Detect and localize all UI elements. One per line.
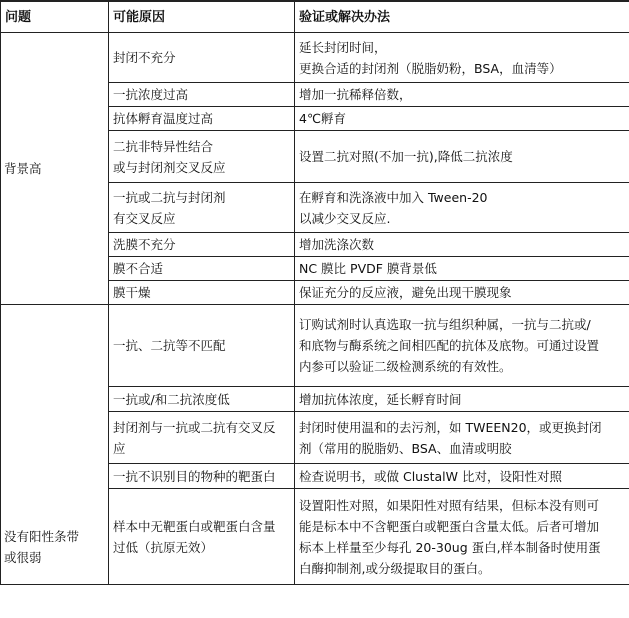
cause-line: 一抗或二抗与封闭剂 — [113, 189, 226, 205]
cause-cell — [109, 131, 295, 183]
solution-cell — [295, 131, 629, 183]
cause-line: 应 — [113, 440, 126, 456]
solution-line: 增加洗涤次数 — [299, 237, 375, 252]
cause-cell — [109, 412, 295, 464]
solution-line: 设置二抗对照(不加一抗),降低二抗浓度 — [299, 149, 513, 164]
cause-line: 样本中无靶蛋白或靶蛋白含量 — [113, 518, 276, 534]
cause-line: 洗膜不充分 — [113, 237, 176, 252]
problem-cell-background-high: 背景高 — [1, 33, 109, 305]
solution-line: 设置阳性对照，如果阳性对照有结果，但标本没有则可 — [299, 497, 600, 513]
solution-cell — [295, 489, 629, 585]
cause-cell — [109, 305, 295, 387]
cause-line: 有交叉反应 — [113, 210, 176, 226]
solution-line: 4℃孵育 — [299, 111, 346, 126]
cause-cell — [109, 464, 295, 489]
cause-line: 封闭剂与一抗或二抗有交叉反 — [113, 419, 276, 435]
cause-cell — [109, 387, 295, 412]
header-row — [1, 1, 629, 33]
solution-line: 封闭时使用温和的去污剂，如 TWEEN20，或更换封闭 — [299, 419, 602, 435]
solution-line: 内参可以验证二级检测系统的有效性。 — [299, 359, 512, 374]
solution-line: 检查说明书，或做 ClustalW 比对，设阳性对照 — [299, 468, 562, 484]
solution-line: 保证充分的反应液，避免出现干膜现象 — [299, 285, 512, 300]
solution-line: 订购试剂时认真选取一抗与组织种属，一抗与二抗或/ — [299, 317, 591, 332]
solution-line: 在孵育和洗涤液中加入 Tween-20 — [299, 189, 488, 205]
solution-line: NC 膜比 PVDF 膜背景低 — [299, 261, 437, 276]
header-solution: 验证或解决办法 — [295, 1, 629, 33]
cause-cell — [109, 83, 295, 107]
solution-line: 更换合适的封闭剂（脱脂奶粉，BSA，血清等） — [299, 60, 562, 76]
cause-line: 封闭不充分 — [113, 50, 176, 65]
solution-cell — [295, 305, 629, 387]
solution-line: 和底物与酶系统之间相匹配的抗体及底物。可通过设置 — [299, 338, 600, 353]
cause-cell — [109, 233, 295, 257]
cause-line: 膜不合适 — [113, 261, 164, 276]
cause-line: 一抗浓度过高 — [113, 87, 189, 102]
problem-cell-no-positive-band — [1, 305, 109, 585]
cause-line: 或与封闭剂交叉反应 — [113, 159, 226, 175]
cause-line: 二抗非特异性结合 — [113, 138, 214, 154]
table-row — [1, 33, 629, 83]
solution-line: 以减少交叉反应. — [299, 210, 391, 226]
cause-cell — [109, 489, 295, 585]
solution-line: 增加一抗稀释倍数， — [299, 87, 412, 102]
cause-line: 一抗不识别目的物种的靶蛋白 — [113, 468, 276, 484]
solution-line: 标本上样量至少每孔 20-30ug 蛋白,样本制备时使用蛋 — [299, 539, 601, 555]
header-cause: 可能原因 — [109, 1, 295, 33]
solution-cell — [295, 281, 629, 305]
header-problem: 问题 — [1, 1, 109, 33]
table-row — [1, 305, 629, 387]
solution-line: 能是标本中不含靶蛋白或靶蛋白含量太低。后者可增加 — [299, 518, 600, 534]
solution-cell — [295, 464, 629, 489]
cause-line: 一抗或/和二抗浓度低 — [113, 391, 230, 407]
cause-line: 一抗、二抗等不匹配 — [113, 338, 226, 353]
solution-line: 剂（常用的脱脂奶、BSA、血清或明胶 — [299, 440, 512, 456]
cause-cell — [109, 33, 295, 83]
cause-cell — [109, 257, 295, 281]
solution-cell — [295, 107, 629, 131]
solution-cell — [295, 412, 629, 464]
problem-line: 没有阳性条带 — [4, 529, 80, 544]
solution-cell — [295, 387, 629, 412]
cause-cell — [109, 183, 295, 233]
cause-line: 过低（抗原无效） — [113, 539, 214, 555]
solution-cell — [295, 257, 629, 281]
cause-line: 抗体孵育温度过高 — [113, 111, 214, 126]
solution-cell — [295, 33, 629, 83]
solution-cell — [295, 83, 629, 107]
problem-line: 或很弱 — [4, 550, 42, 565]
solution-line: 白酶抑制剂,或分级提取目的蛋白。 — [299, 560, 491, 576]
solution-line: 延长封闭时间， — [299, 39, 387, 55]
cause-cell — [109, 281, 295, 305]
solution-cell — [295, 183, 629, 233]
solution-line: 增加抗体浓度，延长孵育时间 — [299, 391, 462, 407]
solution-cell — [295, 233, 629, 257]
cause-line: 膜干燥 — [113, 285, 151, 300]
cause-cell — [109, 107, 295, 131]
